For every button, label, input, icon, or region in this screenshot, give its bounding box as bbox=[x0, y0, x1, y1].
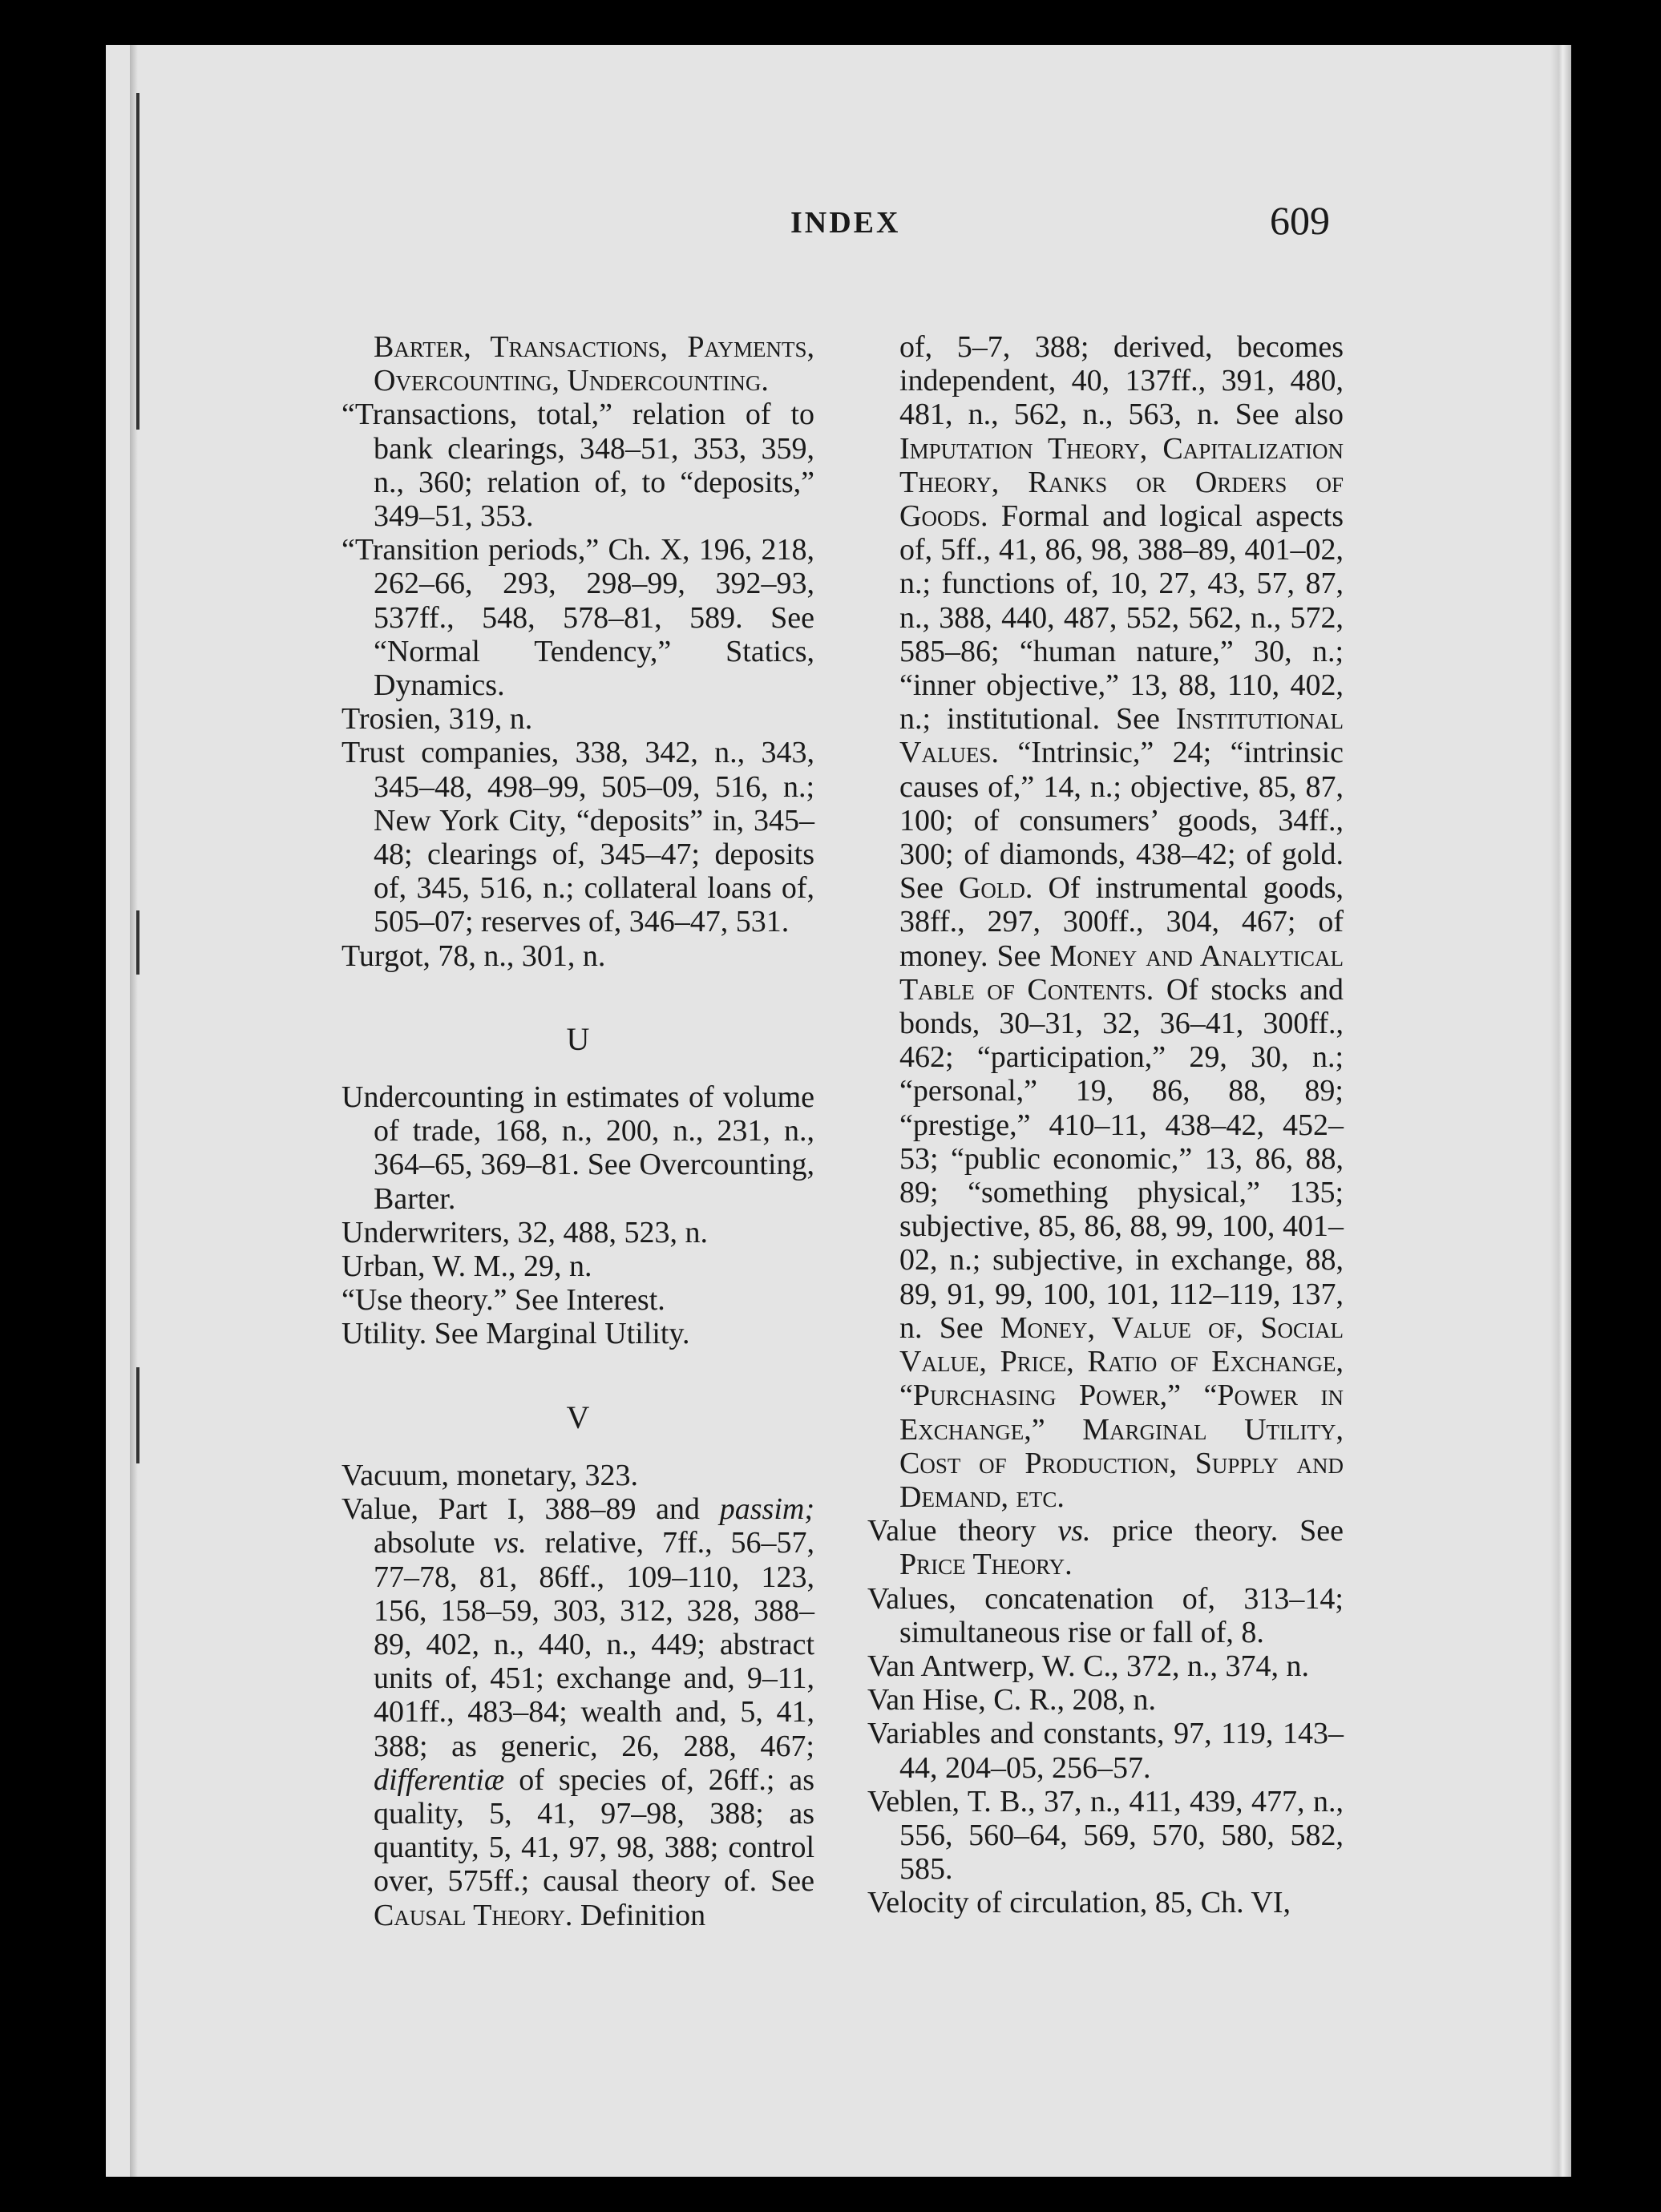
index-entry: Trust companies, 338, 342, n., 343, 345–48, 498–99, 505–09, 516, n.; New York City, “deposits” in, 345–48; clearings of, 345–47; deposits of, 345, 516, n.; collateral loans of, 505–07; reserves of, 346–47, 531. bbox=[341, 736, 814, 939]
page-number: 609 bbox=[1270, 198, 1330, 243]
entry-text: relative, 7ff., 56–57, 77–78, 81, 86ff., 109–110, 123, 156, 158–59, 303, 312, 328, 388–89, 402, n., 440, n., 449; abstract units of, 451; exchange and, 9–11, 401ff., 483–84; wealth and, 5, 41, 388; as generic, 26, 288, 467; bbox=[374, 1526, 814, 1763]
section-letter-v: V bbox=[566, 1399, 590, 1435]
index-entry: “Transition periods,” Ch. X, 196, 218, 262–66, 293, 298–99, 392–93, 537ff., 548, 578–81, 589. See “Normal Tendency,” Statics, Dynamics. bbox=[341, 533, 814, 703]
index-entry: Van Hise, C. R., 208, n. bbox=[867, 1683, 1156, 1718]
entry-text: price theory. See bbox=[1090, 1514, 1344, 1548]
entry-text: . Definition bbox=[564, 1898, 706, 1932]
section-letter-u: U bbox=[566, 1020, 590, 1057]
index-entry: “Use theory.” See Interest. bbox=[341, 1283, 665, 1318]
entry-text: . “Intrinsic,” 24; “intrinsic causes of,” 14, n.; objective, 85, 87, 100; of consumers’ goods, 34ff., 300; of diamonds, 438–42; of gold. See bbox=[899, 736, 1344, 906]
entry-italic: vs. bbox=[493, 1526, 527, 1560]
index-column-left bbox=[341, 330, 814, 1932]
running-head bbox=[106, 198, 1356, 269]
entry-text: of species of, 26ff.; as quality, 5, 41, 97–98, 388; as quantity, 5, 41, 97, 98, 388; control over, 575ff.; causal theory of. See bbox=[374, 1762, 814, 1899]
page-title: INDEX bbox=[790, 206, 901, 240]
entry-text: . Formal and logical aspects of, 5ff., 41, 86, 98, 388–89, 401–02, n.; functions of, 10, 27, 43, 57, 87, n., 388, 440, 487, 552, 562, n., 572, 585–86; “human nature,” 30, n.; “inner objective,” 13, 88, 110, 402, n.; institutional. See bbox=[899, 499, 1344, 737]
index-entry: Veblen, T. B., 37, n., 411, 439, 477, n., 556, 560–64, 569, 570, 580, 582, 585. bbox=[867, 1784, 1344, 1887]
index-entry: Undercounting in estimates of volume of trade, 168, n., 200, n., 231, n., 364–65, 369–81. See Overcounting, Barter. bbox=[341, 1080, 814, 1216]
page-edge bbox=[1550, 45, 1571, 2177]
entry-text: Value theory bbox=[867, 1514, 1058, 1548]
index-entry: Underwriters, 32, 488, 523, n. bbox=[341, 1215, 708, 1249]
book-page bbox=[106, 45, 1571, 2177]
index-column-right bbox=[867, 330, 1344, 1920]
cross-reference: Money and Analytical Table of Contents bbox=[899, 938, 1344, 1007]
scan-mark bbox=[136, 910, 139, 975]
cross-reference: Causal Theory bbox=[374, 1898, 565, 1932]
index-entry bbox=[867, 1514, 1344, 1581]
entry-text: . Of stocks and bonds, 30–31, 32, 36–41, 300ff., 462; “participation,” 29, 30, n.; “personal,” 19, 86, 88, 89; “prestige,” 410–11, 438–42, 452–53; “public economic,” 13, 86, 88, 89; “something physical,” 135; subjective, 85, 86, 88, 99, 100, 401–02, n.; subjective, in exchange, 88, 89, 91, 99, 100, 101, 112–119, 137, n. See bbox=[899, 972, 1344, 1345]
index-entry: Turgot, 78, n., 301, n. bbox=[341, 938, 606, 973]
entry-italic: differentiæ bbox=[374, 1762, 505, 1797]
index-entry-continued: Barter, Transactions, Payments, Overcounting, Undercounting. bbox=[374, 330, 814, 398]
entry-text: . Of instrumental goods, 38ff., 297, 300ff., 304, 467; of money. See bbox=[899, 871, 1344, 973]
scan-mark bbox=[136, 1367, 139, 1463]
index-entry: Velocity of circulation, 85, Ch. VI, bbox=[867, 1886, 1291, 1920]
index-entry-continued bbox=[867, 330, 1344, 1514]
index-entry-value bbox=[341, 1492, 814, 1932]
index-entry: “Transactions, total,” relation of to bank clearings, 348–51, 353, 359, n., 360; relation of, to “deposits,” 349–51, 353. bbox=[341, 398, 814, 534]
entry-italic: passim; bbox=[719, 1492, 814, 1527]
index-entry: Values, concatenation of, 313–14; simultaneous rise or fall of, 8. bbox=[867, 1581, 1344, 1649]
entry-text: absolute bbox=[374, 1526, 494, 1560]
cross-reference: Institutional Values bbox=[899, 702, 1344, 770]
index-entry: Vacuum, monetary, 323. bbox=[341, 1458, 639, 1492]
cross-reference: Gold bbox=[958, 871, 1025, 906]
cross-reference: Money, Value of, Social Value, Price, Ratio of Exchange, “Purchasing Power,” “Power in Exchange,” Marginal Utility, Cost of Production, Supply and Demand, etc. bbox=[899, 1310, 1344, 1514]
index-entry: Variables and constants, 97, 119, 143–44, 204–05, 256–57. bbox=[867, 1717, 1344, 1785]
index-entry: Van Antwerp, W. C., 372, n., 374, n. bbox=[867, 1649, 1309, 1683]
cross-reference: Price Theory. bbox=[899, 1548, 1073, 1582]
index-entry: Utility. See Marginal Utility. bbox=[341, 1317, 690, 1351]
entry-italic: vs. bbox=[1057, 1514, 1091, 1548]
cross-reference: Imputation Theory, Capitalization Theory, Ranks or Orders of Goods bbox=[899, 431, 1344, 534]
entry-text: Value, Part I, 388–89 and bbox=[341, 1492, 720, 1527]
entry-text: of, 5–7, 388; derived, becomes independent, 40, 137ff., 391, 480, 481, n., 562, n., 563, n. See also bbox=[899, 330, 1344, 432]
index-entry: Trosien, 319, n. bbox=[341, 702, 533, 737]
index-entry: Urban, W. M., 29, n. bbox=[341, 1249, 592, 1284]
